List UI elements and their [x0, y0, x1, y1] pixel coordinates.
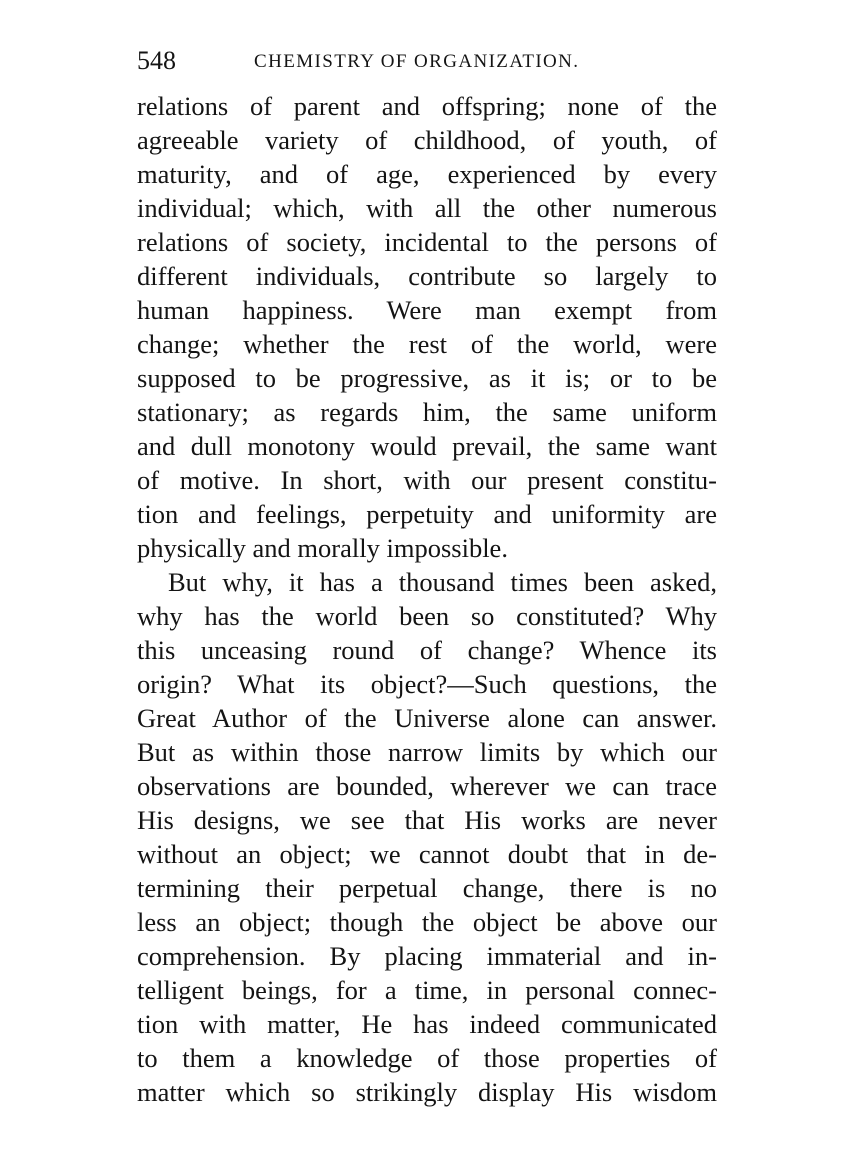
text-line: termining their perpetual change, there is no [137, 873, 717, 903]
text-line: tion with matter, He has indeed communicated [137, 1009, 717, 1039]
text-line: But as within those narrow limits by which our [137, 737, 717, 767]
text-line: different individuals, contribute so largely to [137, 261, 717, 291]
text-line-paragraph-start: But why, it has a thousand times been asked, [168, 567, 717, 597]
text-line: matter which so strikingly display His wisdom [137, 1077, 717, 1107]
text-line: stationary; as regards him, the same uniform [137, 397, 717, 427]
text-line: His designs, we see that His works are never [137, 805, 717, 835]
body-text [137, 89, 717, 1109]
text-line: individual; which, with all the other numerous [137, 193, 717, 223]
text-line: without an object; we cannot doubt that in de- [137, 839, 717, 869]
text-line: supposed to be progressive, as it is; or to be [137, 363, 717, 393]
text-line: observations are bounded, wherever we can trace [137, 771, 717, 801]
page-number: 548 [137, 46, 176, 75]
running-title: CHEMISTRY OF ORGANIZATION. [254, 51, 580, 72]
text-line: agreeable variety of childhood, of youth, of [137, 125, 717, 155]
text-line: tion and feelings, perpetuity and uniformity are [137, 499, 717, 529]
text-line: why has the world been so constituted? Why [137, 601, 717, 631]
text-line: maturity, and of age, experienced by every [137, 159, 717, 189]
text-line-paragraph-end: physically and morally impossible. [137, 533, 508, 563]
text-line: relations of parent and offspring; none of the [137, 91, 717, 121]
text-line: this unceasing round of change? Whence its [137, 635, 717, 665]
text-line: relations of society, incidental to the persons of [137, 227, 717, 257]
text-line: comprehension. By placing immaterial and in- [137, 941, 717, 971]
running-head [137, 44, 717, 78]
text-line: of motive. In short, with our present constitu- [137, 465, 717, 495]
text-line: telligent beings, for a time, in personal connec- [137, 975, 717, 1005]
text-line: origin? What its object?—Such questions, the [137, 669, 717, 699]
text-line: Great Author of the Universe alone can answer. [137, 703, 717, 733]
text-line: human happiness. Were man exempt from [137, 295, 717, 325]
text-line: and dull monotony would prevail, the same want [137, 431, 717, 461]
text-line: to them a knowledge of those properties of [137, 1043, 717, 1073]
text-line: less an object; though the object be above our [137, 907, 717, 937]
text-line: change; whether the rest of the world, were [137, 329, 717, 359]
